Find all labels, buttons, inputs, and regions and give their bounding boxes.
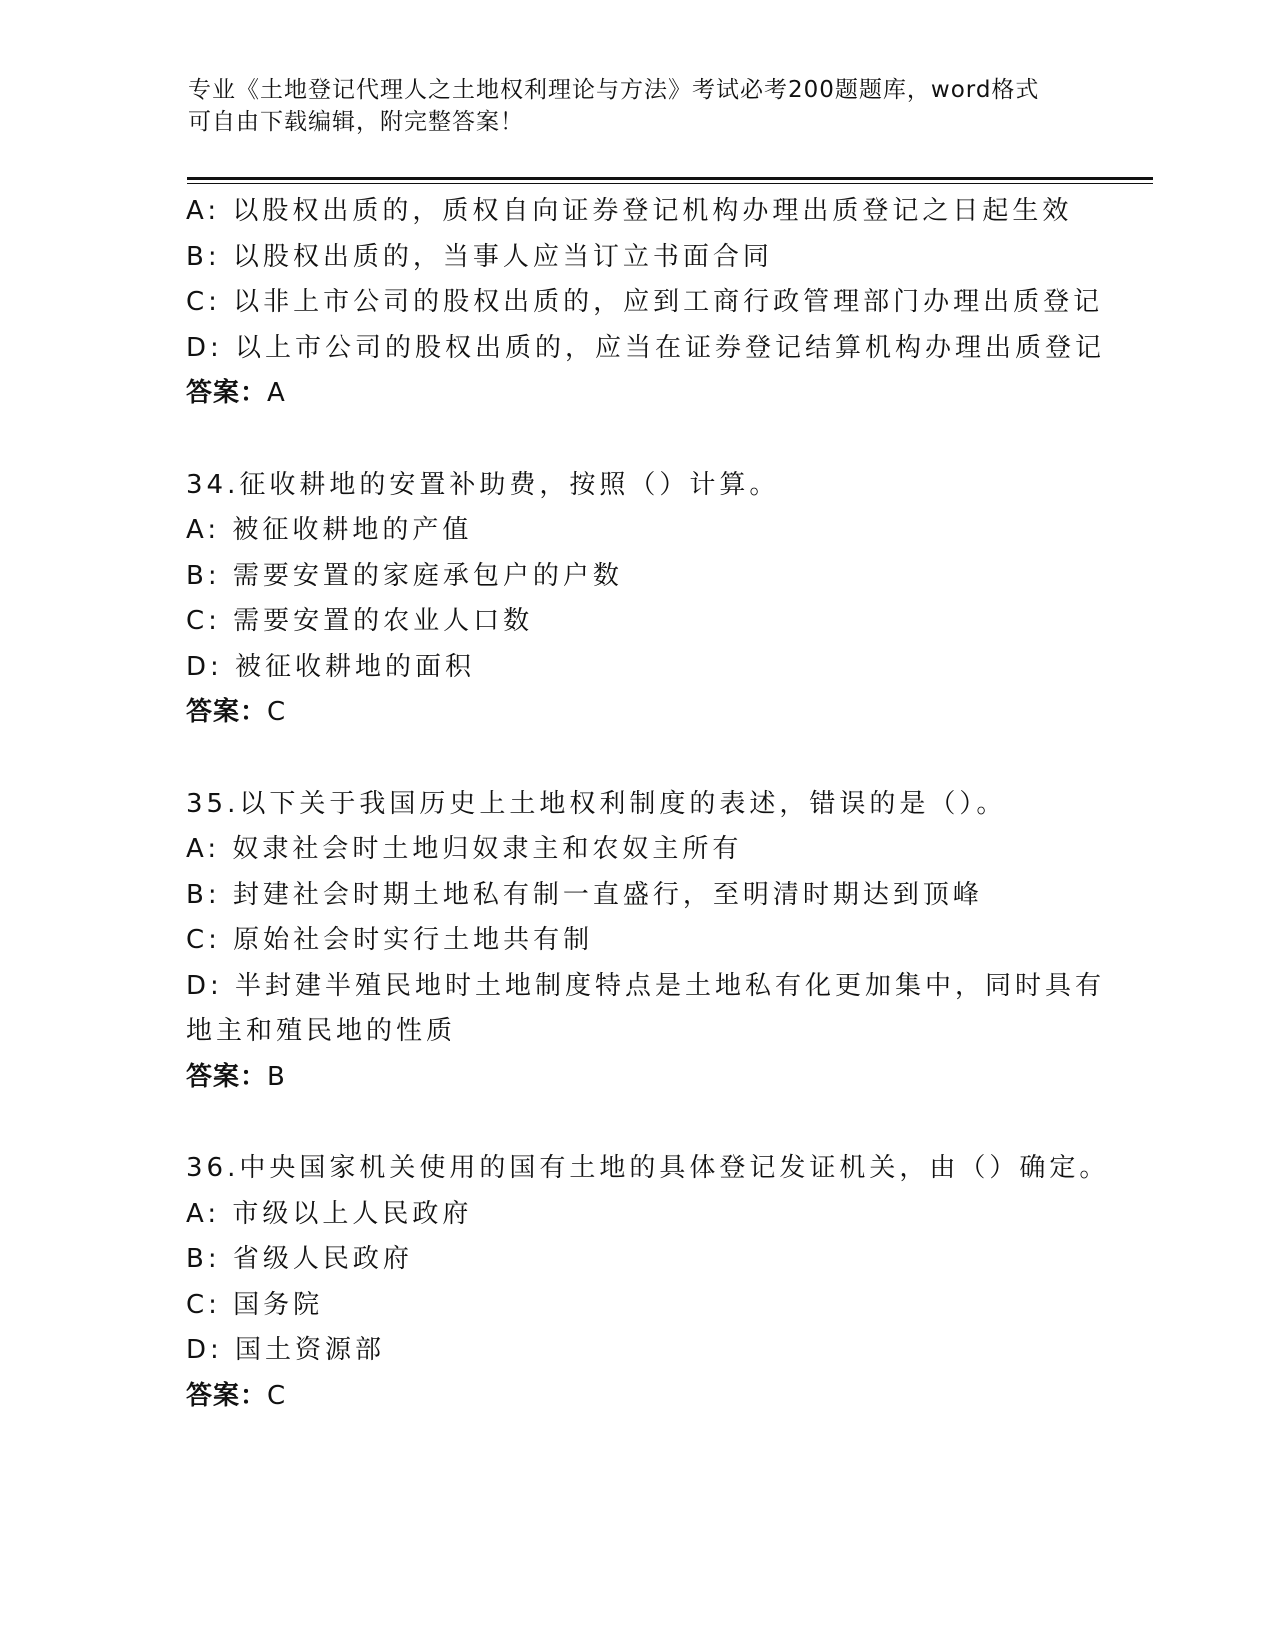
- option-d-continued: 地主和殖民地的性质: [186, 1016, 457, 1046]
- question-spacer: [186, 417, 1086, 463]
- answer-value: C: [267, 1380, 287, 1411]
- answer-value: B: [267, 1061, 286, 1092]
- answer-label: 答案：: [186, 697, 268, 727]
- answer-line: [186, 690, 1086, 736]
- option-a: A: 奴隶社会时土地归奴隶主和农奴主所有: [186, 834, 743, 864]
- option-c: C: 国务院: [186, 1289, 324, 1320]
- option-b: B: 省级人民政府: [186, 1244, 413, 1274]
- answer-label: 答案：: [186, 1061, 268, 1092]
- header-rule-thick: [187, 177, 1153, 180]
- question-36: [186, 1146, 1110, 1419]
- option-c: C: 原始社会时实行土地共有制: [186, 925, 594, 955]
- option-b: B: 以股权出质的，当事人应当订立书面合同: [186, 241, 773, 272]
- option-d: D: 半封建半殖民地时土地制度特点是土地私有化更加集中，同时具有: [186, 970, 1106, 1001]
- option-c: C: 需要安置的农业人口数: [186, 606, 534, 636]
- option-c: C: 以非上市公司的股权出质的，应到工商行政管理部门办理出质登记: [186, 287, 1104, 317]
- question-34: [186, 463, 1086, 736]
- question-33: [186, 189, 1106, 417]
- question-list: [186, 189, 1110, 1419]
- option-b: B: 封建社会时期土地私有制一直盛行，至明清时期达到顶峰: [186, 879, 983, 910]
- answer-label: 答案：: [186, 1380, 268, 1411]
- header-title-line-2: 可自由下载编辑，附完整答案！: [188, 109, 524, 135]
- question-stem: 36.中央国家机关使用的国有土地的具体登记发证机关，由（）确定。: [186, 1153, 1110, 1183]
- question-stem: 35.以下关于我国历史上土地权利制度的表述，错误的是（）。: [186, 788, 1007, 819]
- question-spacer: [186, 1100, 1086, 1146]
- question-35: [186, 782, 1106, 1101]
- answer-label: 答案：: [186, 378, 268, 408]
- option-a: A: 以股权出质的，质权自向证券登记机构办理出质登记之日起生效: [186, 196, 1073, 226]
- option-a: A: 被征收耕地的产值: [186, 515, 473, 545]
- answer-line: [186, 1055, 1086, 1101]
- answer-line: [186, 1374, 1086, 1420]
- option-d: D: 被征收耕地的面积: [186, 651, 476, 682]
- answer-value: C: [267, 697, 287, 727]
- option-d: D: 国土资源部: [186, 1335, 386, 1365]
- answer-line: [186, 371, 1086, 417]
- answer-value: A: [267, 378, 286, 408]
- header-title-line-1: 专业《土地登记代理人之土地权利理论与方法》考试必考200题题库，word格式: [188, 77, 1040, 103]
- question-spacer: [186, 736, 1086, 782]
- header-rule-thin: [187, 183, 1153, 184]
- document-header: [188, 74, 1068, 138]
- option-b: B: 需要安置的家庭承包户的户数: [186, 560, 623, 591]
- option-a: A: 市级以上人民政府: [186, 1198, 473, 1229]
- option-d: D: 以上市公司的股权出质的，应当在证券登记结算机构办理出质登记: [186, 332, 1106, 363]
- question-stem: 34.征收耕地的安置补助费，按照（）计算。: [186, 469, 780, 500]
